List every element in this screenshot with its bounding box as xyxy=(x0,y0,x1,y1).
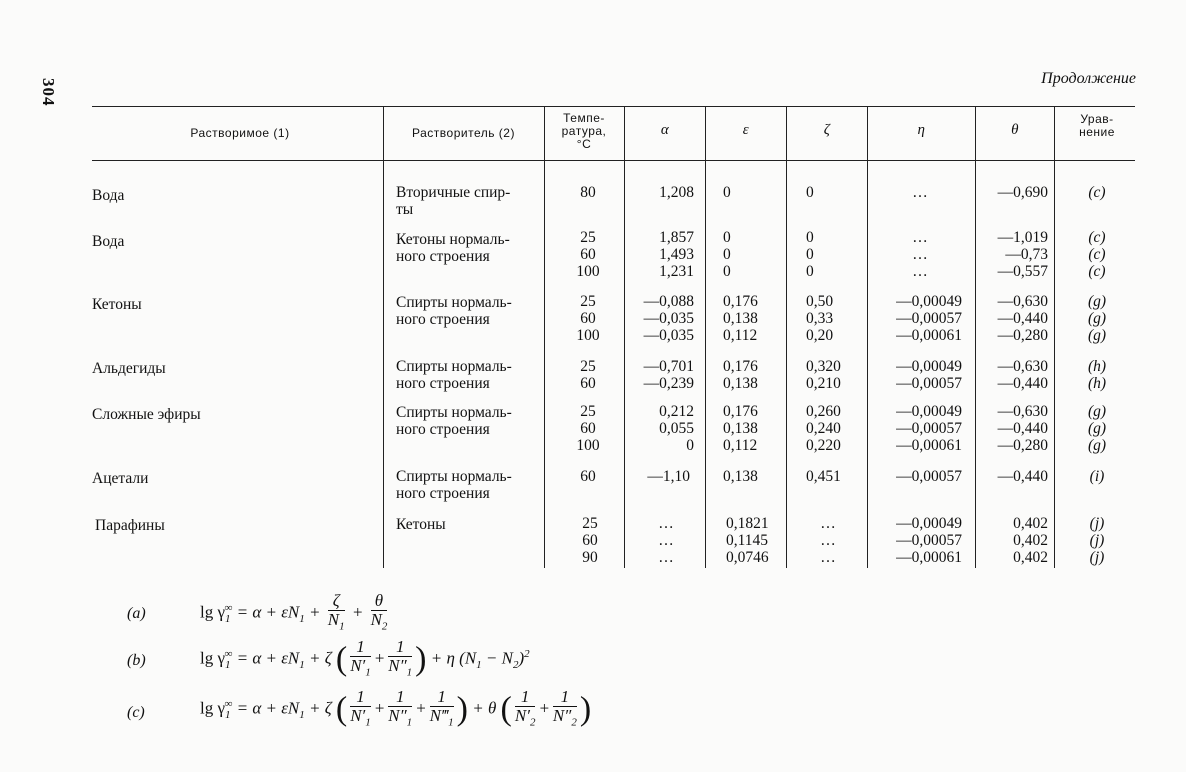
zeta-cell: 0,320 0,210 xyxy=(806,358,841,392)
equation-ref-cell: (g) (g) (g) xyxy=(1087,293,1107,344)
theta-cell: 0,402 0,402 0,402 xyxy=(1013,515,1048,566)
equation-a: $\lg \gamma_1^\infty = \alpha + \varepsilon N_1$ + $\frac{\zeta}{N_1}$ + $\frac{\theta}{N_2}$ xyxy=(200,591,388,633)
eta-cell: —0,00049 —0,00057 xyxy=(896,358,962,392)
epsilon-cell: 0 xyxy=(723,184,731,201)
temperature-cell: 80 xyxy=(580,184,596,201)
header-theta: θ xyxy=(1011,122,1019,138)
theta-cell: —1,019 —0,73 —0,557 xyxy=(997,229,1048,280)
alpha-cell: —1,10 xyxy=(647,468,690,485)
alpha-cell: —0,701 —0,239 xyxy=(643,358,694,392)
alpha-cell: 1,857 1,493 1,231 xyxy=(659,229,694,280)
solvent-cell: Спирты нормаль- ного строения xyxy=(396,294,512,328)
equation-ref-cell: (j) (j) (j) xyxy=(1089,515,1105,566)
header-solute: Растворимое (1) xyxy=(190,126,290,140)
header-solvent: Растворитель (2) xyxy=(412,126,515,140)
solvent-cell: Спирты нормаль- ного строения xyxy=(396,468,512,502)
equation-ref-cell: (c) (c) (c) xyxy=(1088,229,1106,280)
solute-cell: Альдегиды xyxy=(92,360,166,377)
solute-cell: Сложные эфиры xyxy=(92,406,201,423)
zeta-cell: 0,260 0,240 0,220 xyxy=(806,403,841,454)
temperature-cell: 25 60 100 xyxy=(576,293,600,344)
alpha-cell: —0,088 —0,035 —0,035 xyxy=(643,293,694,344)
solvent-cell: Кетоны нормаль- ного строения xyxy=(396,231,510,265)
epsilon-cell: 0,176 0,138 0,112 xyxy=(723,293,758,344)
column-divider xyxy=(975,106,976,568)
table-top-rule xyxy=(92,106,1135,107)
equation-ref-cell: (c) xyxy=(1088,184,1106,201)
epsilon-cell: 0,176 0,138 0,112 xyxy=(723,403,758,454)
epsilon-cell: 0,176 0,138 xyxy=(723,358,758,392)
theta-cell: —0,690 xyxy=(997,184,1048,201)
column-divider xyxy=(705,106,706,568)
theta-cell: —0,630 —0,440 —0,280 xyxy=(997,403,1048,454)
temperature-cell: 25 60 xyxy=(580,358,596,392)
table-header-rule xyxy=(92,160,1135,161)
eta-cell: —0,00049 —0,00057 —0,00061 xyxy=(896,293,962,344)
theta-cell: —0,440 xyxy=(997,468,1048,485)
theta-cell: —0,630 —0,440 xyxy=(997,358,1048,392)
equation-ref-cell: (g) (g) (g) xyxy=(1087,403,1107,454)
zeta-cell: 0,50 0,33 0,20 xyxy=(806,293,834,344)
temperature-cell: 60 xyxy=(580,468,596,485)
eta-cell: … xyxy=(912,184,928,201)
epsilon-cell: 0,1821 0,1145 0,0746 xyxy=(726,515,769,566)
solvent-cell: Кетоны xyxy=(396,516,446,533)
zeta-cell: 0 0 0 xyxy=(806,229,814,280)
alpha-cell: … … … xyxy=(658,515,674,566)
epsilon-cell: 0,138 xyxy=(723,468,758,485)
solute-cell: Вода xyxy=(92,187,125,204)
solvent-cell: Спирты нормаль- ного строения xyxy=(396,404,512,438)
eta-cell: … … … xyxy=(912,229,928,280)
eta-cell: —0,00057 xyxy=(896,468,962,485)
equation-label-a: (a) xyxy=(127,605,146,622)
theta-cell: —0,630 —0,440 —0,280 xyxy=(997,293,1048,344)
column-divider xyxy=(1054,106,1055,568)
alpha-cell: 0,212 0,055 0 xyxy=(659,403,694,454)
equation-label-c: (c) xyxy=(127,704,145,721)
equation-b: $\lg \gamma_1^\infty = \alpha + \varepsilon N_1 + \zeta$ ( $\frac{1}{N'_1}$ + $\frac{1}{N''_1}$ ) + η $(N_1 - N_2)^2$ xyxy=(200,637,530,679)
solute-cell: Парафины xyxy=(95,517,165,534)
column-divider xyxy=(786,106,787,568)
solute-cell: Вода xyxy=(92,233,125,250)
eta-cell: —0,00049 —0,00057 —0,00061 xyxy=(896,515,962,566)
column-divider xyxy=(867,106,868,568)
alpha-cell: 1,208 xyxy=(659,184,694,201)
header-epsilon: ε xyxy=(742,122,750,138)
equation-ref-cell: (i) xyxy=(1089,468,1105,485)
solvent-cell: Спирты нормаль- ного строения xyxy=(396,358,512,392)
page-number: 304 xyxy=(39,78,58,107)
solute-cell: Кетоны xyxy=(92,296,142,313)
equation-label-b: (b) xyxy=(127,652,146,669)
solvent-cell: Вторичные спир- ты xyxy=(396,184,511,218)
epsilon-cell: 0 0 0 xyxy=(723,229,731,280)
header-eta: η xyxy=(917,122,926,138)
temperature-cell: 25 60 100 xyxy=(576,229,600,280)
temperature-cell: 25 60 100 xyxy=(576,403,600,454)
header-alpha: α xyxy=(660,122,670,138)
header-temperature: Темпе- ратура, °C xyxy=(561,111,607,151)
zeta-cell: 0 xyxy=(806,184,814,201)
equation-c: $\lg \gamma_1^\infty = \alpha + \varepsilon N_1 + \zeta$ ( $\frac{1}{N'_1}$ + $\frac{1}{N''_1}$ + $\frac{1}{N‴_1}$ ) + θ ( $\frac{1}{N'_2}$ + $\frac{1}{N''_2}$ ) xyxy=(200,687,592,729)
equation-ref-cell: (h) (h) xyxy=(1087,358,1107,392)
zeta-cell: 0,451 xyxy=(806,468,841,485)
eta-cell: —0,00049 —0,00057 —0,00061 xyxy=(896,403,962,454)
temperature-cell: 25 60 90 xyxy=(582,515,598,566)
zeta-cell: … … … xyxy=(820,515,836,566)
column-divider xyxy=(383,106,384,568)
continuation-label: Продолжение xyxy=(1041,70,1136,87)
header-equation: Урав- нение xyxy=(1079,112,1115,139)
header-zeta: ζ xyxy=(823,122,831,138)
column-divider xyxy=(544,106,545,568)
solute-cell: Ацетали xyxy=(92,470,149,487)
